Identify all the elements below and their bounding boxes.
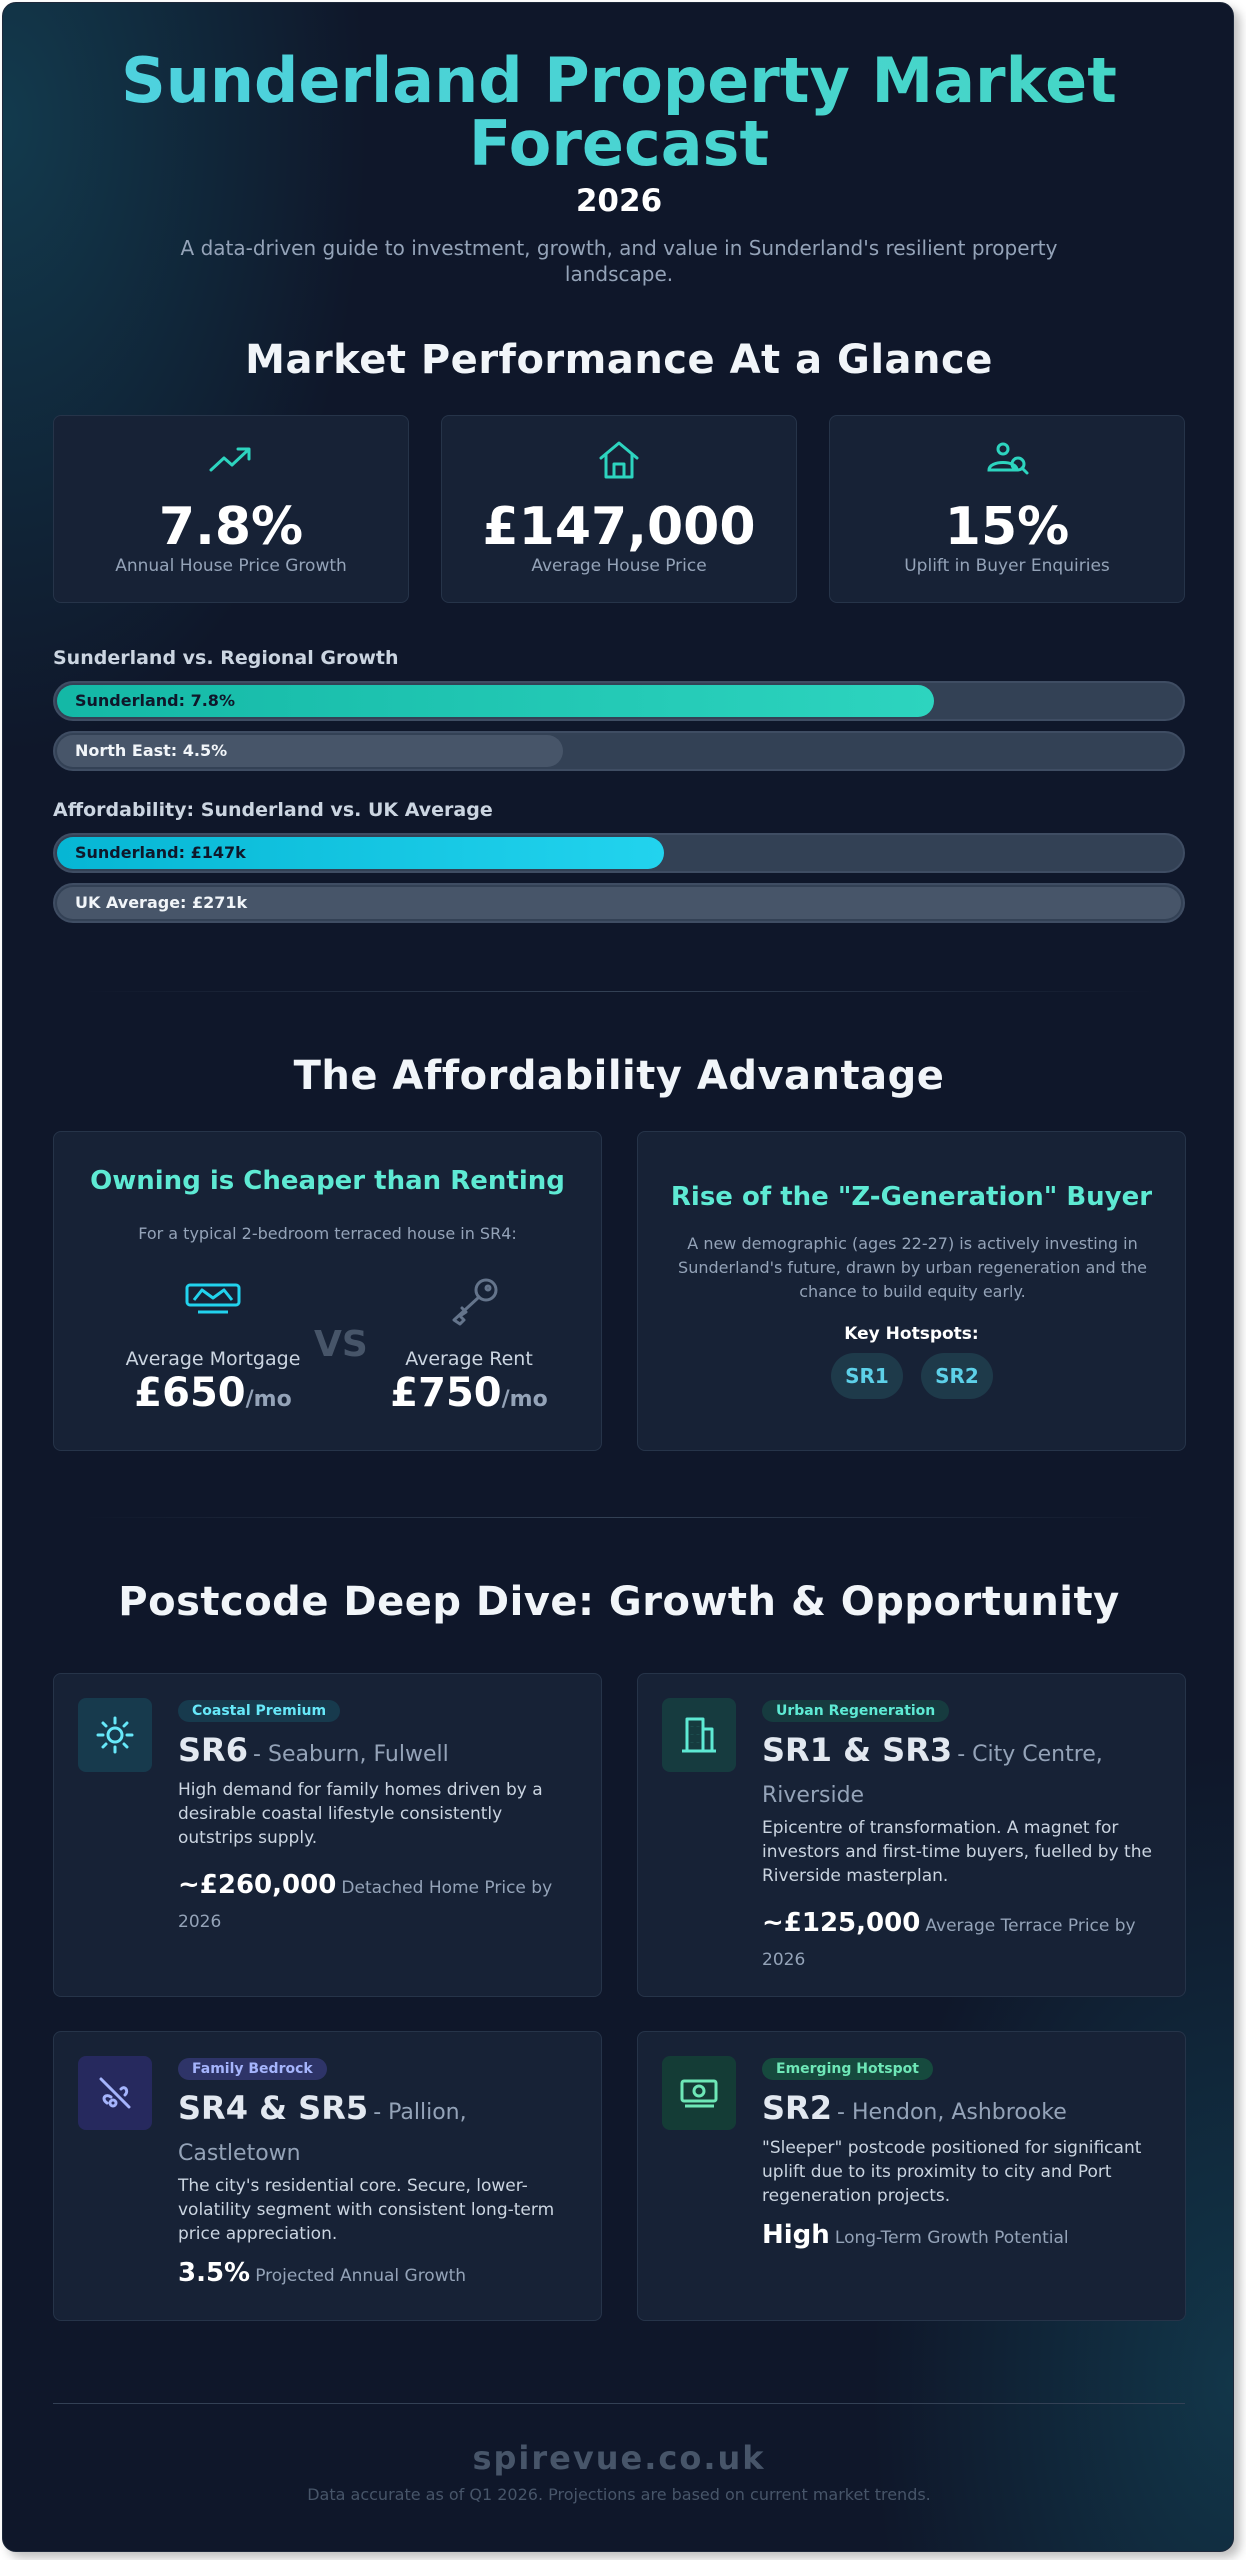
mortgage-icon [184, 1282, 242, 1322]
money-icon [662, 2056, 736, 2130]
per-month: /mo [245, 1387, 292, 1412]
infographic-frame [2, 2, 1234, 2552]
stat-value: 15% [944, 497, 1070, 557]
postcode-area: - Seaburn, Fulwell [253, 1742, 449, 1767]
affordability-comparison-heading: Affordability: Sunderland vs. UK Average [53, 799, 493, 821]
mortgage-label: Average Mortgage [125, 1348, 301, 1370]
category-badge: Family Bedrock [178, 2058, 327, 2080]
page-subtitle: A data-driven guide to investment, growth, and value in Sunderland's resilient property landscape. [180, 236, 1058, 286]
postcode-description: High demand for family homes driven by a desirable coastal lifestyle consistently outstrips supply. [178, 1780, 543, 1848]
postcode-card-sr6 [53, 1673, 602, 1997]
mortgage-amount [74, 1370, 352, 1416]
stat-label: Detached Home Price by 2026 [178, 1878, 553, 1932]
section-divider [83, 991, 1155, 992]
growth-comparison-heading: Sunderland vs. Regional Growth [53, 647, 399, 669]
postcode-description: Epicentre of transformation. A magnet for investors and first-time buyers, fuelled by the Riverside masterplan. [762, 1818, 1152, 1886]
stat-card-growth [53, 415, 409, 603]
z-generation-description: A new demographic (ages 22-27) is actively investing in Sunderland's future, drawn by urban regeneration and the chance to build equity early. [678, 1234, 1147, 1301]
postcode-code: SR6 [178, 1731, 248, 1769]
rent-value: £750 [390, 1370, 502, 1416]
postcode-heading [178, 2088, 578, 2175]
postcode-code: SR4 & SR5 [178, 2089, 369, 2127]
bar-fill [57, 837, 664, 869]
postcode-description: The city's residential core. Secure, lower-volatility segment with consistent long-term price appreciation. [178, 2176, 555, 2244]
trending-up-icon [54, 444, 408, 478]
owning-title: Owning is Cheaper than Renting [90, 1166, 565, 1196]
bar-label: Sunderland: £147k [75, 843, 246, 862]
stat-value: 7.8% [158, 497, 304, 557]
stat-value: ~£125,000 [762, 1908, 921, 1938]
stat-card-price [441, 415, 797, 603]
bar-label: North East: 4.5% [75, 741, 228, 760]
postcode-card-sr2 [637, 2031, 1186, 2321]
building-icon [662, 1698, 736, 1772]
footer-disclaimer: Data accurate as of Q1 2026. Projections are based on current market trends. [307, 2485, 931, 2504]
postcode-card-sr4-sr5 [53, 2031, 602, 2321]
stat-value: 3.5% [178, 2258, 251, 2288]
category-badge: Emerging Hotspot [762, 2058, 933, 2080]
glance-section-title: Market Performance At a Glance [245, 337, 993, 383]
affordability-bar-uk [53, 883, 1185, 923]
category-badge: Urban Regeneration [762, 1700, 949, 1722]
rent-label: Average Rent [405, 1348, 533, 1370]
postcode-card-sr1-sr3 [637, 1673, 1186, 1997]
footer-brand-link[interactable]: spirevue.co.uk [472, 2439, 766, 2477]
z-generation-title: Rise of the "Z-Generation" Buyer [670, 1182, 1153, 1212]
owning-note: For a typical 2-bedroom terraced house in SR4: [138, 1224, 517, 1243]
postcode-description: "Sleeper" postcode positioned for significant uplift due to its proximity to city and Port regeneration projects. [762, 2138, 1142, 2206]
forecast-year: 2026 [575, 183, 663, 219]
bar-fill [57, 887, 1181, 919]
postcode-area: - City Centre, Riverside [762, 1742, 1103, 1808]
postcode-code: SR1 & SR3 [762, 1731, 953, 1769]
affordability-bar-sunderland [53, 833, 1185, 873]
stat-value: ~£260,000 [178, 1870, 337, 1900]
rent-amount [354, 1370, 584, 1416]
postcode-heading [762, 1730, 1162, 1817]
hotspots-label: Key Hotspots: [844, 1324, 979, 1344]
anchor-icon [78, 2056, 152, 2130]
postcode-stat [762, 2218, 1162, 2255]
house-icon [442, 438, 796, 486]
section-divider [83, 1517, 1155, 1518]
owning-vs-renting-panel [53, 1131, 602, 1451]
search-people-icon [830, 440, 1184, 480]
stat-label: Annual House Price Growth [115, 556, 347, 576]
postcode-area: - Pallion, Castletown [178, 2100, 467, 2166]
versus-label: VS [314, 1324, 368, 1365]
growth-bar-sunderland [53, 681, 1185, 721]
hotspot-pill-sr2[interactable]: SR2 [921, 1353, 993, 1399]
page-title: Sunderland Property Market Forecast [63, 49, 1175, 175]
stat-value: High [762, 2220, 830, 2250]
postcode-stat [762, 1906, 1162, 1977]
mortgage-value: £650 [134, 1370, 246, 1416]
affordability-section-title: The Affordability Advantage [293, 1053, 945, 1099]
stat-card-enquiries [829, 415, 1185, 603]
stat-label: Uplift in Buyer Enquiries [904, 556, 1110, 576]
bar-label: Sunderland: 7.8% [75, 691, 235, 710]
postcode-heading [762, 2088, 1162, 2134]
postcode-section-title: Postcode Deep Dive: Growth & Opportunity [118, 1579, 1120, 1625]
postcode-stat [178, 1868, 578, 1939]
bar-fill [57, 685, 934, 717]
sun-icon [78, 1698, 152, 1772]
postcode-code: SR2 [762, 2089, 832, 2127]
footer-divider [53, 2403, 1185, 2404]
stat-label: Average Terrace Price by 2026 [762, 1916, 1136, 1970]
bar-label: UK Average: £271k [75, 893, 248, 912]
postcode-stat [178, 2256, 578, 2293]
growth-bar-north-east [53, 731, 1185, 771]
key-icon [446, 1276, 504, 1332]
per-month: /mo [501, 1387, 548, 1412]
stat-label: Long-Term Growth Potential [834, 2228, 1069, 2248]
z-generation-panel [637, 1131, 1186, 1451]
stat-value: £147,000 [482, 497, 756, 557]
stat-label: Projected Annual Growth [255, 2266, 467, 2286]
bar-fill [57, 735, 563, 767]
postcode-area: - Hendon, Ashbrooke [837, 2100, 1067, 2125]
postcode-heading [178, 1730, 578, 1776]
stat-label: Average House Price [531, 556, 707, 576]
category-badge: Coastal Premium [178, 1700, 340, 1722]
hotspot-pill-sr1[interactable]: SR1 [831, 1353, 903, 1399]
